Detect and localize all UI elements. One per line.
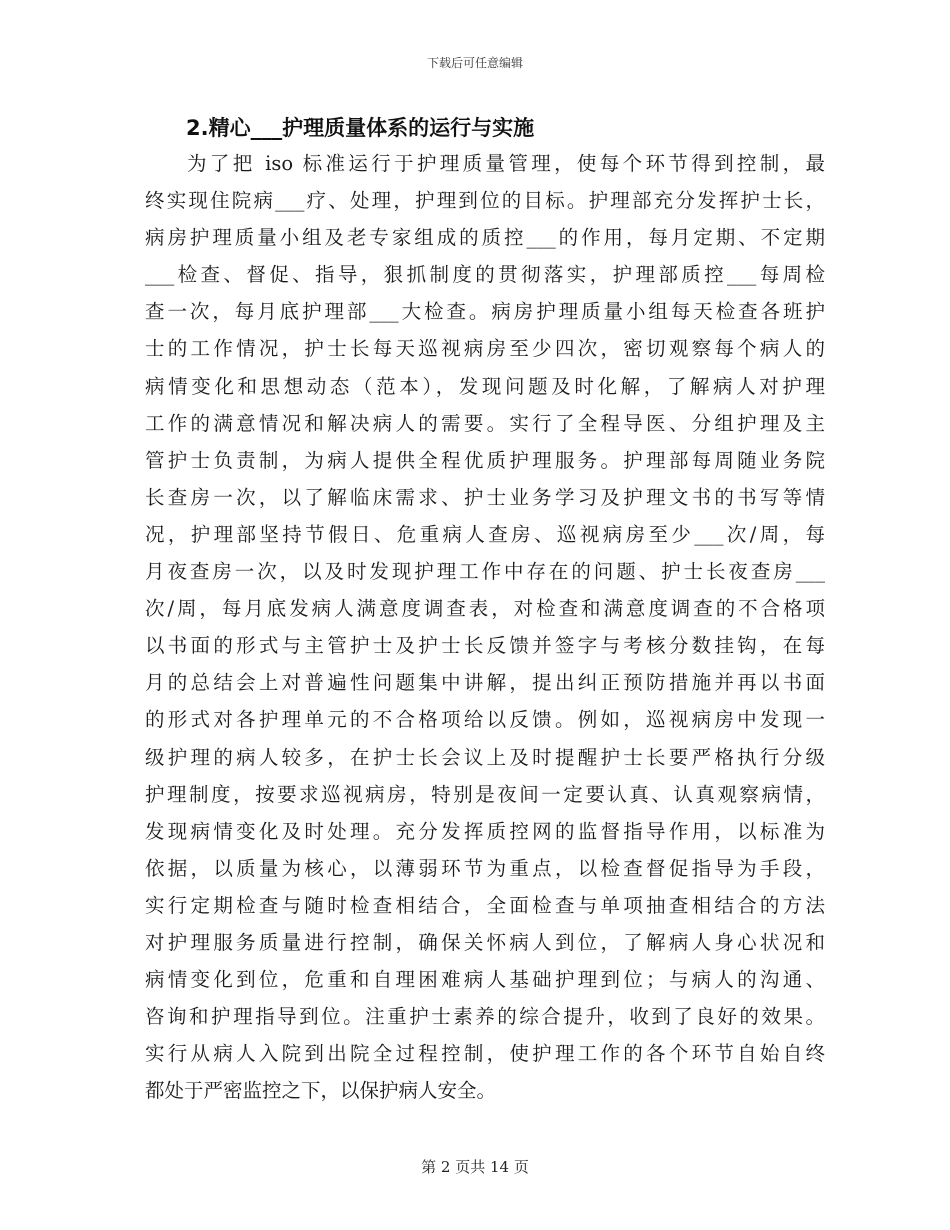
section-title: 2.精心___护理质量体系的运行与实施	[186, 116, 535, 140]
paragraph-line: 士的工作情况，护士长每天巡视病房至少四次，密切观察每个病人的	[145, 337, 825, 361]
paragraph-line: 月夜查房一次，以及时发现护理工作中存在的问题、护士长夜查房___	[145, 560, 825, 584]
paragraph-line: 月的总结会上对普遍性问题集中讲解，提出纠正预防措施并再以书面	[145, 671, 825, 695]
paragraph-line: 终实现住院病___疗、处理，护理到位的目标。护理部充分发挥护士长，	[145, 189, 825, 213]
paragraph-line: 以书面的形式与主管护士及护士长反馈并签字与考核分数挂钩，在每	[145, 634, 825, 658]
paragraph-line: 实行从病人入院到出院全过程控制，使护理工作的各个环节自始自终	[145, 1042, 825, 1066]
paragraph-line: 都处于严密监控之下，以保护病人安全。	[145, 1079, 497, 1103]
paragraph-line: 工作的满意情况和解决病人的需要。实行了全程导医、分组护理及主	[145, 411, 825, 435]
paragraph-line: 发现病情变化及时处理。充分发挥质控网的监督指导作用，以标准为	[145, 819, 825, 843]
page-number: 第 2 页共 14 页	[421, 1158, 529, 1176]
paragraph-line: 病房护理质量小组及老专家组成的质控___的作用，每月定期、不定期	[145, 226, 825, 250]
paragraph-line: 管护士负责制，为病人提供全程优质护理服务。护理部每周随业务院	[145, 448, 825, 472]
body-paragraph	[145, 145, 825, 1109]
paragraph-line: 的形式对各护理单元的不合格项给以反馈。例如，巡视病房中发现一	[145, 708, 825, 732]
paragraph-line: 实行定期检查与随时检查相结合，全面检查与单项抽查相结合的方法	[145, 893, 825, 917]
paragraph-line: 病情变化和思想动态（范本），发现问题及时化解，了解病人对护理	[145, 374, 825, 398]
paragraph-line: 查一次，每月底护理部___大检查。病房护理质量小组每天检查各班护	[145, 300, 825, 324]
paragraph-line: 次/周，每月底发病人满意度调查表，对检查和满意度调查的不合格项	[145, 597, 825, 621]
paragraph-line: 咨询和护理指导到位。注重护士素养的综合提升，收到了良好的效果。	[145, 1005, 825, 1029]
paragraph-line: 对护理服务质量进行控制，确保关怀病人到位，了解病人身心状况和	[145, 930, 825, 954]
paragraph-line: 长查房一次，以了解临床需求、护士业务学习及护理文书的书写等情	[145, 485, 825, 509]
page-header: 下载后可任意编辑	[426, 56, 523, 70]
paragraph-line: 为了把 iso 标准运行于护理质量管理，使每个环节得到控制，最	[187, 152, 825, 175]
paragraph-line: 级护理的病人较多，在护士长会议上及时提醒护士长要严格执行分级	[145, 745, 825, 769]
paragraph-line: 依据，以质量为核心，以薄弱环节为重点，以检查督促指导为手段，	[145, 856, 825, 880]
paragraph-line: 病情变化到位，危重和自理困难病人基础护理到位；与病人的沟通、	[145, 968, 825, 992]
paragraph-line: 护理制度，按要求巡视病房，特别是夜间一定要认真、认真观察病情，	[145, 782, 825, 806]
paragraph-line: ___检查、督促、指导，狠抓制度的贯彻落实，护理部质控___每周检	[145, 263, 825, 287]
paragraph-line: 况，护理部坚持节假日、危重病人查房、巡视病房至少___次/周，每	[145, 522, 825, 546]
